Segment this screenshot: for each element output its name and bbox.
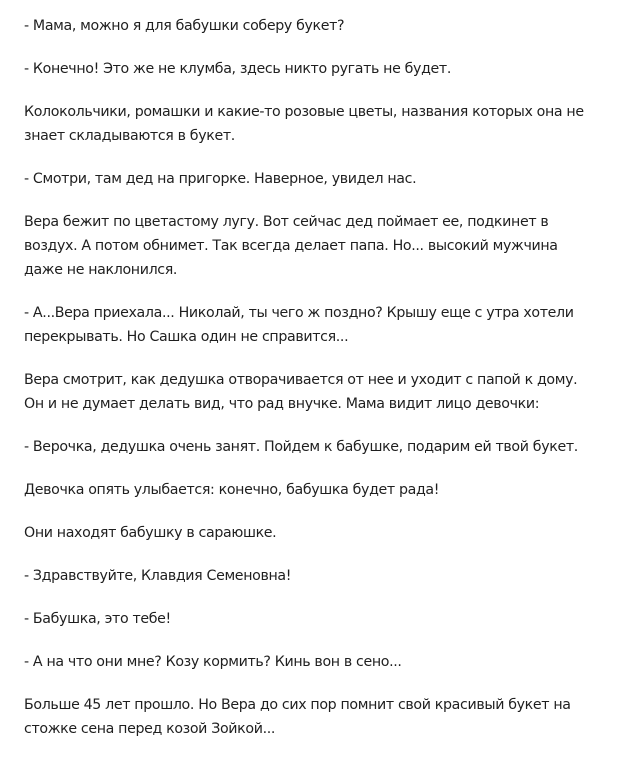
paragraph: - Здравствуйте, Клавдия Семеновна! [24, 568, 292, 584]
paragraph: - А на что они мне? Козу кормить? Кинь вон в сено... [24, 654, 402, 670]
paragraph: - Конечно! Это же не клумба, здесь никто ругать не будет. [24, 61, 451, 77]
article-body [24, 14, 584, 760]
paragraph: Девочка опять улыбается: конечно, бабушка будет рада! [24, 482, 440, 498]
paragraph: Вера бежит по цветастому лугу. Вот сейчас дед поймает ее, подкинет в воздух. А потом обнимет. Так всегда делает папа. Но... высокий мужчина даже не наклонился. [24, 214, 558, 278]
paragraph: - Верочка, дедушка очень занят. Пойдем к бабушке, подарим ей твой букет. [24, 439, 578, 455]
paragraph: - Мама, можно я для бабушки соберу букет? [24, 18, 345, 34]
paragraph: - Смотри, там дед на пригорке. Наверное, увидел нас. [24, 171, 417, 187]
paragraph: Вера смотрит, как дедушка отворачивается от нее и уходит с папой к дому. Он и не думает делать вид, что рад внучке. Мама видит лицо девочки: [24, 372, 578, 412]
paragraph: Они находят бабушку в сараюшке. [24, 525, 277, 541]
paragraph: - Бабушка, это тебе! [24, 611, 171, 627]
paragraph: - А...Вера приехала... Николай, ты чего ж поздно? Крышу еще с утра хотели перекрывать. Но Сашка один не справится... [24, 305, 574, 345]
paragraph: Колокольчики, ромашки и какие-то розовые цветы, названия которых она не знает складываются в букет. [24, 104, 584, 144]
paragraph: Больше 45 лет прошло. Но Вера до сих пор помнит свой красивый букет на стожке сена перед козой Зойкой... [24, 697, 571, 737]
